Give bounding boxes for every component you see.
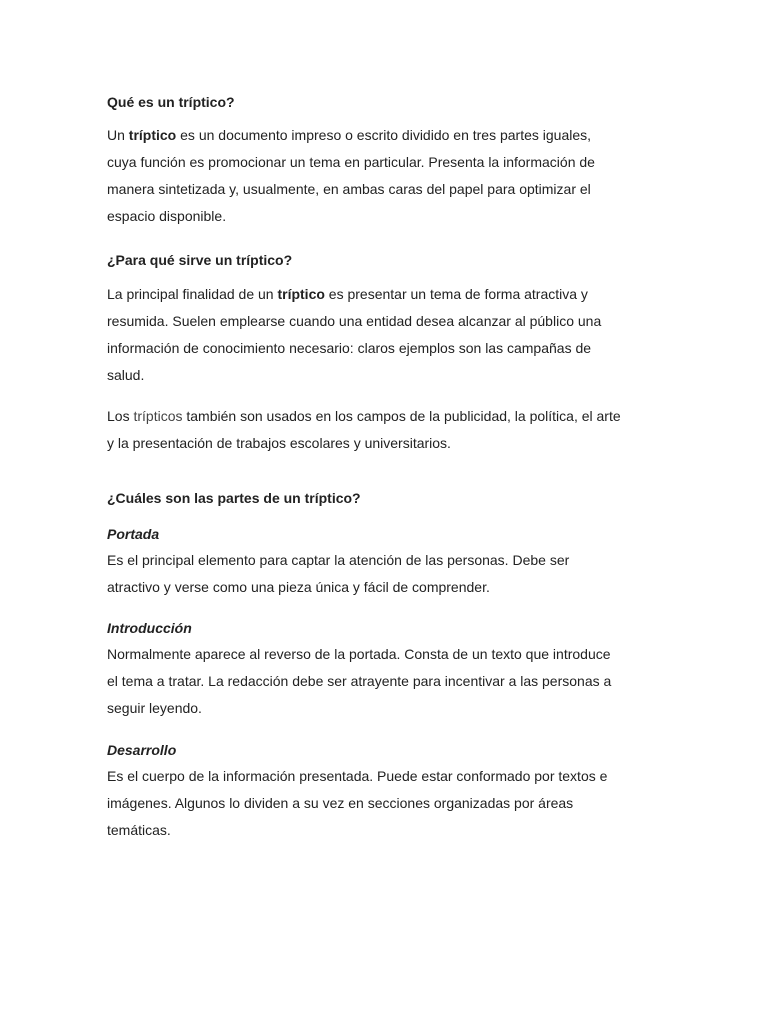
- paragraph-line: Los trípticos también son usados en los campos de la publicidad, la política, el arte: [107, 408, 621, 424]
- paragraph-uses: [107, 403, 663, 457]
- part-text-introduccion: [107, 641, 663, 722]
- paragraph-line: información de conocimiento necesario: claros ejemplos son las campañas de: [107, 340, 592, 356]
- part-title-portada: Portada: [107, 526, 160, 542]
- paragraph-line: espacio disponible.: [107, 208, 227, 224]
- paragraph-line: Un tríptico es un documento impreso o escrito dividido en tres partes iguales,: [107, 127, 592, 143]
- paragraph-line: y la presentación de trabajos escolares y universitarios.: [107, 435, 451, 451]
- paragraph-line: temáticas.: [107, 822, 171, 838]
- paragraph-line: Normalmente aparece al reverso de la portada. Consta de un texto que introduce: [107, 646, 611, 662]
- paragraph-line: salud.: [107, 367, 145, 383]
- section-heading-partes: ¿Cuáles son las partes de un tríptico?: [107, 490, 361, 506]
- paragraph-line: Es el principal elemento para captar la atención de las personas. Debe ser: [107, 552, 570, 568]
- paragraph-line: Es el cuerpo de la información presentada. Puede estar conformado por textos e: [107, 768, 608, 784]
- bold-term: tríptico: [128, 127, 177, 143]
- paragraph-line: atractivo y verse como una pieza única y fácil de comprender.: [107, 579, 490, 595]
- section-heading-para-que-sirve: ¿Para qué sirve un tríptico?: [107, 252, 293, 268]
- part-title-introduccion: Introducción: [107, 620, 192, 636]
- paragraph-line: manera sintetizada y, usualmente, en ambas caras del papel para optimizar el: [107, 181, 591, 197]
- paragraph-definition: [107, 122, 663, 230]
- term-link[interactable]: trípticos: [133, 408, 183, 424]
- part-title-desarrollo: Desarrollo: [107, 742, 177, 758]
- paragraph-line: seguir leyendo.: [107, 700, 202, 716]
- section-heading-que-es: Qué es un tríptico?: [107, 94, 235, 110]
- paragraph-line: La principal finalidad de un tríptico es presentar un tema de forma atractiva y: [107, 286, 588, 302]
- paragraph-purpose: [107, 281, 663, 389]
- part-text-desarrollo: [107, 763, 663, 844]
- paragraph-line: resumida. Suelen emplearse cuando una entidad desea alcanzar al público una: [107, 313, 602, 329]
- paragraph-line: el tema a tratar. La redacción debe ser atrayente para incentivar a las personas a: [107, 673, 612, 689]
- part-text-portada: [107, 547, 663, 601]
- paragraph-line: cuya función es promocionar un tema en particular. Presenta la información de: [107, 154, 595, 170]
- bold-term: tríptico: [277, 286, 325, 302]
- paragraph-line: imágenes. Algunos lo dividen a su vez en secciones organizadas por áreas: [107, 795, 574, 811]
